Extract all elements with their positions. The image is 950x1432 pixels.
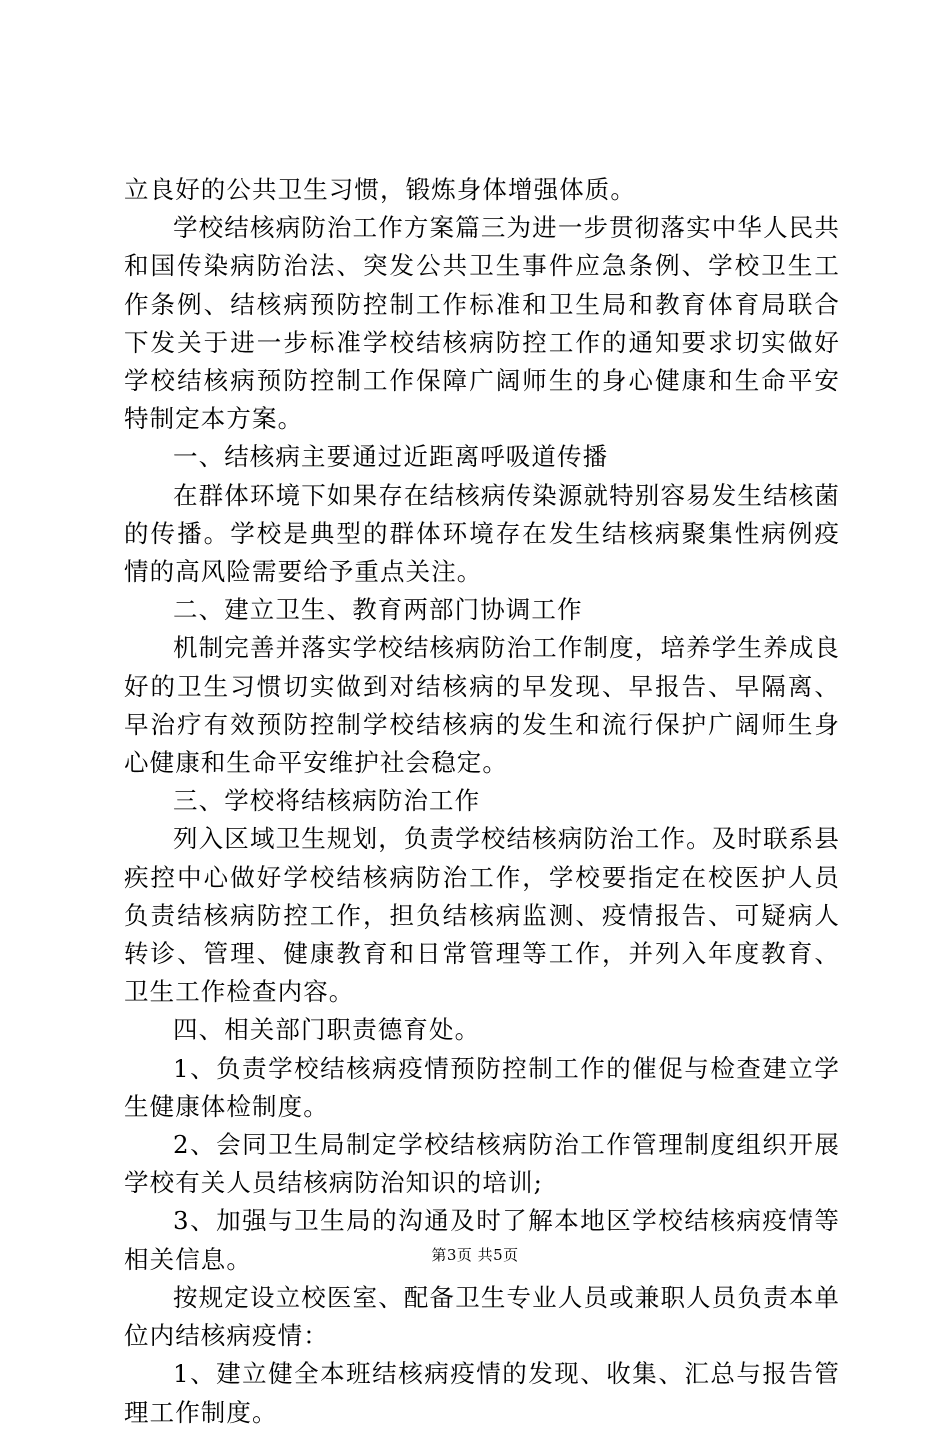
paragraph-section-1: 在群体环境下如果存在结核病传染源就特别容易发生结核菌的传播。学校是典型的群体环境存在发生结核病聚集性病例疫情的高风险需要给予重点关注。 bbox=[124, 480, 840, 587]
paragraph-intro: 学校结核病防治工作方案篇三为进一步贯彻落实中华人民共和国传染病防治法、突发公共卫生事件应急条例、学校卫生工作条例、结核病预防控制工作标准和卫生局和教育体育局联合下发关于进一步标准学校结核病防控工作的通知要求切实做好学校结核病预防控制工作保障广阔师生的身心健康和生命平安特制定本方案。 bbox=[124, 213, 840, 434]
list-item-clinic-1: 1、建立健全本班结核病疫情的发现、收集、汇总与报告管理工作制度。 bbox=[124, 1359, 840, 1427]
page-number-footer: 第3页 共5页 bbox=[431, 1246, 519, 1264]
list-item-3: 3、加强与卫生局的沟通及时了解本地区学校结核病疫情等相关信息。 bbox=[124, 1206, 840, 1274]
list-item-2: 2、会同卫生局制定学校结核病防治工作管理制度组织开展学校有关人员结核病防治知识的培训; bbox=[124, 1130, 840, 1198]
section-heading-2: 二、建立卫生、教育两部门协调工作 bbox=[173, 595, 583, 625]
paragraph-section-3: 列入区域卫生规划，负责学校结核病防治工作。及时联系县疾控中心做好学校结核病防治工作，学校要指定在校医护人员负责结核病防控工作，担负结核病监测、疫情报告、可疑病人转诊、管理、健康教育和日常管理等工作，并列入年度教育、卫生工作检查内容。 bbox=[124, 824, 840, 1007]
section-heading-1: 一、结核病主要通过近距离呼吸道传播 bbox=[173, 442, 609, 472]
document-body bbox=[124, 171, 840, 1432]
section-heading-3: 三、学校将结核病防治工作 bbox=[173, 786, 481, 816]
list-item-1: 1、负责学校结核病疫情预防控制工作的催促与检查建立学生健康体检制度。 bbox=[124, 1053, 840, 1121]
paragraph-continued: 立良好的公共卫生习惯，锻炼身体增强体质。 bbox=[124, 175, 636, 204]
section-heading-4: 四、相关部门职责德育处。 bbox=[173, 1015, 481, 1045]
paragraph-clinic: 按规定设立校医室、配备卫生专业人员或兼职人员负责本单位内结核病疫情： bbox=[124, 1282, 840, 1351]
paragraph-section-2: 机制完善并落实学校结核病防治工作制度，培养学生养成良好的卫生习惯切实做到对结核病的早发现、早报告、早隔离、早治疗有效预防控制学校结核病的发生和流行保护广阔师生身心健康和生命平安维护社会稳定。 bbox=[124, 633, 840, 778]
